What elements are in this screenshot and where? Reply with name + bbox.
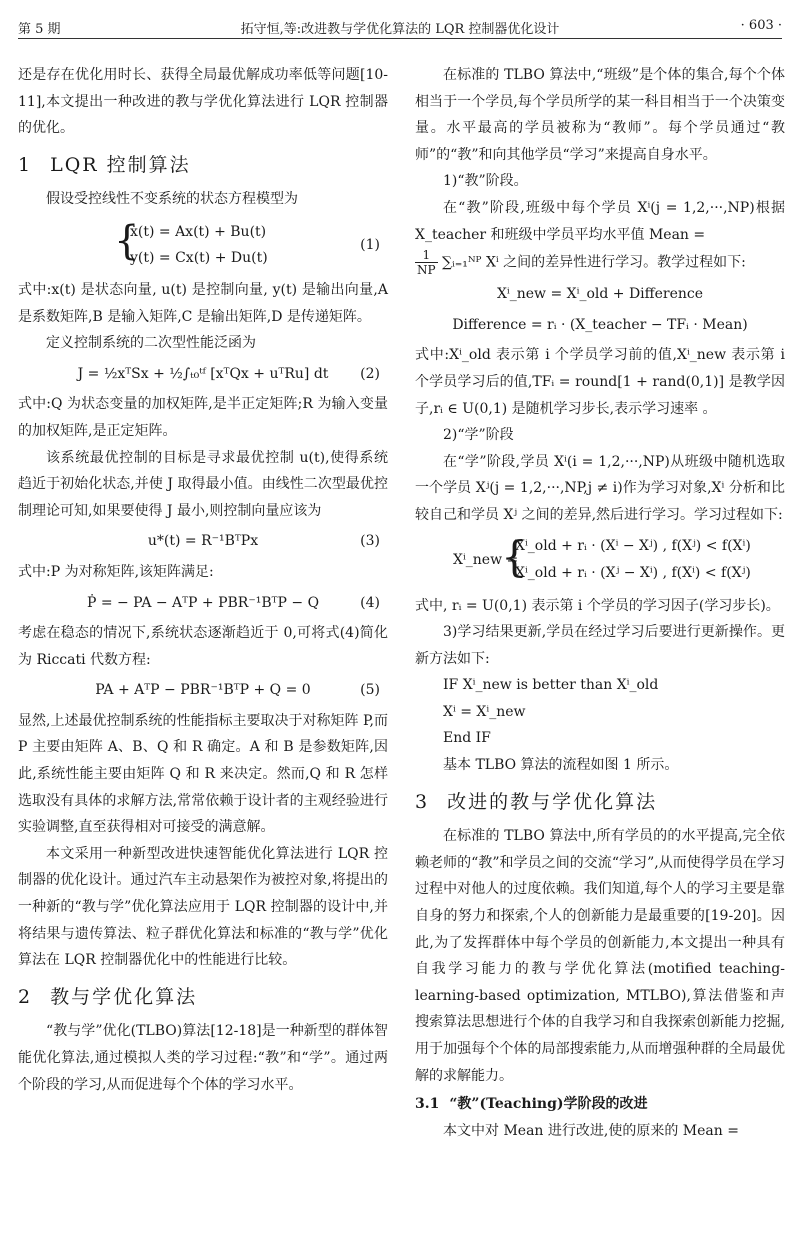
step-label: 2)“学”阶段	[443, 427, 514, 444]
equation-line: Xⁱ_old + rᵢ · (Xⁱ − Xʲ) , f(Xʲ) < f(Xⁱ)	[515, 537, 751, 554]
brace: {	[114, 217, 140, 264]
section-1-heading	[18, 152, 388, 179]
equation-5	[18, 677, 388, 704]
paragraph: 3)学习结果更新,学员在经过学习后要进行更新操作。更新方法如下:	[415, 624, 785, 667]
equation-number: (2)	[360, 365, 380, 382]
paragraph: “教与学”优化(TLBO)算法[12-18]是一种新型的群体智能优化算法,通过模拟人类的学习过程:“教”和“学”。通过两个阶段的学习,从而促进每个个体的学习水平。	[18, 1023, 388, 1093]
equation-body: PA + AᵀP − PBR⁻¹BᵀP + Q = 0	[95, 682, 311, 699]
equation-line: ẋ(t) = Ax(t) + Bu(t)	[130, 223, 267, 240]
paragraph: 在“教”阶段,班级中每个学员 Xⁱ(j = 1,2,···,NP)根据 X_teacher 和班级中学员平均水平值 Mean =	[415, 199, 785, 243]
code-line: End IF	[443, 730, 491, 747]
paragraph: 考虑在稳态的情况下,系统状态逐渐趋近于 0,可将式(4)简化为 Riccati 代数方程:	[18, 625, 388, 668]
left-column	[18, 62, 388, 1098]
paragraph-intro: 还是存在优化用时长、获得全局最优解成功率低等问题[10-11],本文提出一种改进的教与学优化算法进行 LQR 控制器的优化。	[18, 67, 388, 137]
equation-body: Ṗ = − PA − AᵀP + PBR⁻¹BᵀP − Q	[86, 594, 320, 611]
fraction-numerator: 1	[415, 248, 438, 263]
equation-3	[18, 528, 388, 555]
right-column	[415, 62, 785, 1144]
paragraph: 显然,上述最优控制系统的性能指标主要取决于对称矩阵 P,而 P 主要由矩阵 A、B、Q 和 R 确定。A 和 B 是参数矩阵,因此,系统性能主要由矩阵 Q 和 R 来决定。然而,Q 和 R 怎样选取没有具体的求解方法,常常依赖于设计者的主观经验进行实验调整,直至获得相对可接受的满意解。	[18, 712, 388, 836]
paragraph: 定义控制系统的二次型性能泛函为	[46, 335, 256, 352]
paragraph: 式中, rᵢ = U(0,1) 表示第 i 个学员的学习因子(学习步长)。	[415, 597, 780, 614]
paragraph: 本文采用一种新型改进快速智能优化算法进行 LQR 控制器的优化设计。通过汽车主动悬架作为被控对象,将提出的一种新的“教与学”优化算法应用于 LQR 控制器的设计中,并将结果与遗传算法、粒子群优化算法和标准的“教与学”优化算法在 LQR 控制器优化中的性能进行比较。	[18, 845, 388, 969]
paragraph	[415, 248, 785, 277]
fraction	[415, 248, 438, 277]
paragraph: 在“学”阶段,学员 Xⁱ(i = 1,2,···,NP)从班级中随机选取一个学员 Xʲ(j = 1,2,···,NP,j ≠ i)作为学习对象,Xⁱ 分析和比较自己和学员 Xʲ 之间的差异,然后进行学习。学习过程如下:	[415, 453, 785, 523]
fraction-denominator: NP	[417, 263, 436, 278]
brace: {	[501, 531, 528, 581]
equation-4	[18, 590, 388, 617]
paragraph: 式中:x(t) 是状态向量, u(t) 是控制向量, y(t) 是输出向量,A 是系数矩阵,B 是输入矩阵,C 是输出矩阵,D 是传递矩阵。	[18, 281, 388, 325]
equation-body: Difference = rᵢ · (X_teacher − TFᵢ · Mean)	[452, 316, 748, 333]
equation-lhs: Xⁱ_new =	[453, 551, 519, 568]
paragraph: 式中:Xⁱ_old 表示第 i 个学员学习前的值,Xⁱ_new 表示第 i 个学员学习后的值,TFᵢ = round[1 + rand(0,1)] 是教学因子,rᵢ ∈ U(0,1) 是随机学习步长,表示学习速率 。	[415, 347, 785, 417]
equation-learn	[415, 533, 785, 589]
subsection-3-1-heading	[415, 1091, 785, 1118]
equation-number: (3)	[360, 533, 380, 550]
section-title: 教与学优化算法	[50, 985, 198, 1008]
paragraph: 本文中对 Mean 进行改进,使的原来的 Mean =	[443, 1122, 739, 1139]
section-number: 3	[415, 790, 430, 813]
page-number: · 603 ·	[740, 18, 782, 33]
equation-body: J = ½xᵀSx + ½∫ₜ₀ᵗᶠ [xᵀQx + uᵀRu] dt	[77, 365, 329, 382]
paragraph: 在标准的 TLBO 算法中,所有学员的的水平提高,完全依赖老师的“教”和学员之间的交流“学习”,从而使得学员在学习过程中对他人的过度依赖。我们知道,每个人的学习主要是靠自身的努力和探索,个人的创新能力是最重要的[19-20]。因此,为了发挥群体中每个学员的创新能力,本文提出一种具有自我学习能力的教与学优化算法(motified teaching-learning-based optimization, MTLBO),算法借鉴和声搜索算法思想进行个体的自我学习和自我探索创新能力挖掘,用于加强每个个体的局部搜索能力,从而增强种群的全局最优解的求解能力。	[415, 828, 785, 1084]
section-title: 改进的教与学优化算法	[447, 790, 658, 813]
paragraph-text: ∑ᵢ₌₁ᴺᴾ Xⁱ 之间的差异性进行学习。教学过程如下:	[442, 254, 746, 271]
issue-number: 第 5 期	[18, 22, 61, 37]
equation-2	[18, 361, 388, 388]
paragraph: 式中:P 为对称矩阵,该矩阵满足:	[18, 563, 214, 580]
paragraph: 该系统最优控制的目标是寻求最优控制 u(t),使得系统趋近于初始化状态,并使 J 取得最小值。由线性二次型最优控制理论可知,如果要使得 J 最小,则控制向量应该为	[18, 449, 388, 519]
equation-teach-2	[415, 312, 785, 339]
running-title: 拓守恒,等:改进教与学优化算法的 LQR 控制器优化设计	[240, 22, 560, 37]
equation-number: (1)	[360, 236, 380, 253]
running-header	[18, 14, 782, 38]
paragraph: 基本 TLBO 算法的流程如图 1 所示。	[443, 757, 679, 774]
equation-body: u*(t) = R⁻¹BᵀPx	[147, 533, 259, 550]
equation-line: Xⁱ_old + rᵢ · (Xʲ − Xⁱ) , f(Xⁱ) < f(Xʲ)	[515, 564, 751, 581]
equation-teach-1	[415, 281, 785, 308]
section-title: LQR 控制算法	[50, 153, 191, 176]
section-number: 2	[18, 985, 33, 1008]
paragraph: 式中:Q 为状态变量的加权矩阵,是半正定矩阵;R 为输入变量的加权矩阵,是正定矩阵。	[18, 396, 388, 439]
equation-number: (5)	[360, 682, 380, 699]
equation-line: y(t) = Cx(t) + Du(t)	[130, 249, 268, 266]
section-number: 1	[18, 153, 33, 176]
code-line: Xⁱ = Xⁱ_new	[443, 703, 526, 720]
paragraph: 在标准的 TLBO 算法中,“班级”是个体的集合,每个个体相当于一个学员,每个学员所学的某一科目相当于一个决策变量。水平最高的学员被称为“教师”。每个学员通过“教师”的“教”和向其他学员“学习”来提高自身水平。	[415, 67, 785, 163]
equation-body: Xⁱ_new = Xⁱ_old + Difference	[496, 286, 704, 303]
section-2-heading	[18, 984, 388, 1011]
paragraph: 假设受控线性不变系统的状态方程模型为	[46, 191, 298, 208]
header-rule	[18, 38, 782, 39]
equation-1	[18, 219, 388, 271]
section-3-heading	[415, 789, 785, 816]
code-line: IF Xⁱ_new is better than Xⁱ_old	[443, 677, 659, 694]
step-label: 1)“教”阶段。	[443, 173, 528, 190]
subsection-title: “教”(Teaching)学阶段的改进	[449, 1096, 648, 1113]
subsection-number: 3.1	[415, 1096, 440, 1113]
equation-number: (4)	[360, 594, 380, 611]
